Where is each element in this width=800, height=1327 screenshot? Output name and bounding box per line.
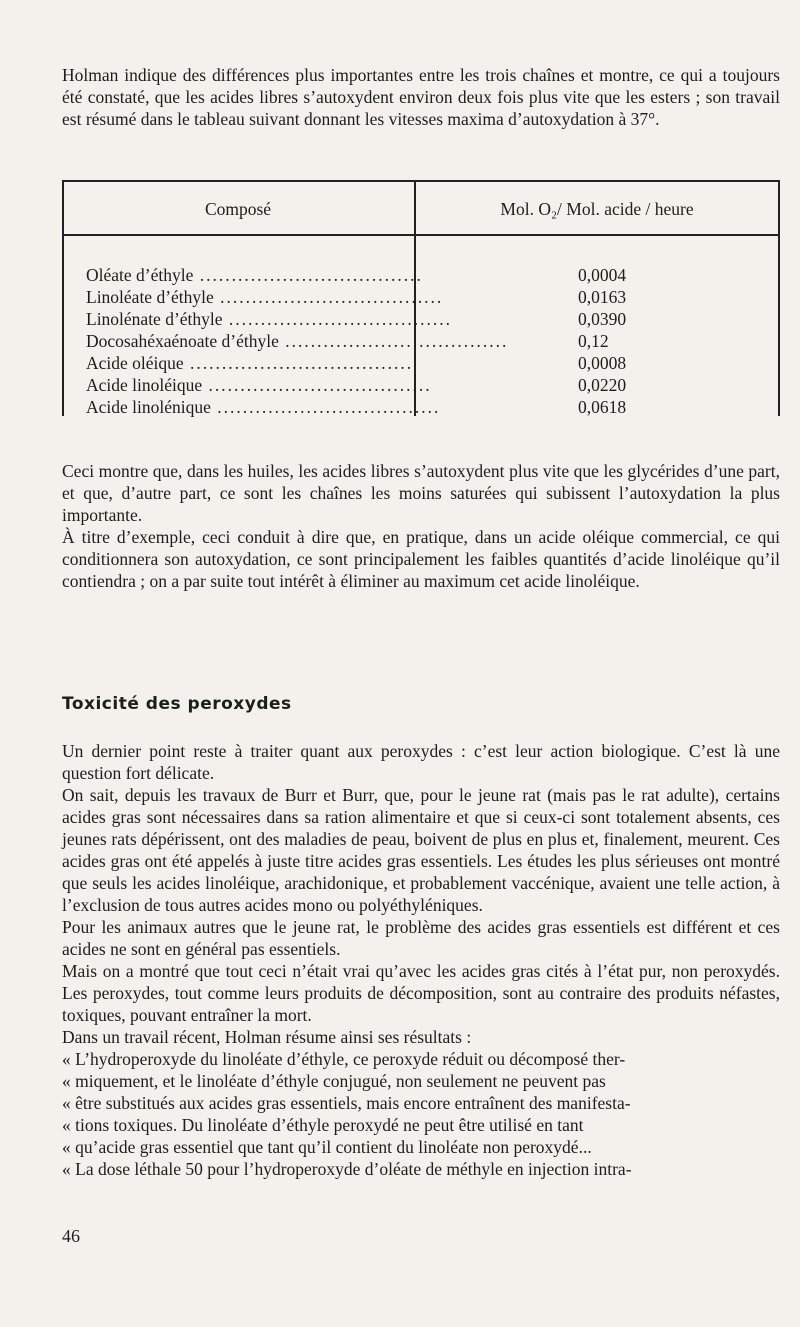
toxicity-paragraph-4: Mais on a montré que tout ceci n’était vrai qu’avec les acides gras cités à l’état pur, non peroxydés. Les peroxydes, tout comme leurs produits de décomposition, sont au contraire des produits néfastes, toxiques, pouvant entraîner la mort. [62,961,780,1025]
table-row-value: 0,12 [578,331,609,351]
intro-text: Holman indique des différences plus importantes entre les trois chaînes et montre, ce qui a toujours été constaté, que les acides libres s’autoxydent environ deux fois plus vite que les esters ; son travail est résumé dans le tableau suivant donnant les vitesses maxima d’autoxydation à 37°. [62,65,780,129]
toxicity-section [62,740,780,1180]
table-row-value: 0,0008 [578,353,627,373]
table-row-value: 0,0004 [578,265,627,285]
table-row-value: 0,0390 [578,309,627,329]
page-number: 46 [62,1226,80,1246]
conclusion-paragraph-2: À titre d’exemple, ceci conduit à dire que, en pratique, dans un acide oléique commercial, ce qui conditionnera son autoxydation, ce sont principalement les faibles quantités d’acide linoléique qu’il contiendra ; on a par suite tout intérêt à éliminer au maximum cet acide linoléique. [62,527,780,591]
autoxidation-rate-table [62,180,780,416]
toxicity-paragraph-2: On sait, depuis les travaux de Burr et Burr, que, pour le jeune rat (mais pas le rat adulte), certains acides gras sont nécessaires dans sa ration alimentaire et que si ceux-ci sont totalement absents, ces jeunes rats dépérissent, ont des maladies de peau, boivent de plus en plus et, finalement, meurent. Ces acides gras ont été appelés à juste titre acides gras essentiels. Les études les plus sérieuses ont montré que seuls les acides linoléique, arachidonique, et probablement vaccénique, avaient une telle action, à l’exclusion de tous autres acides mono ou polyéthyléniques. [62,785,780,915]
conclusion-paragraph-1: Ceci montre que, dans les huiles, les acides libres s’autoxydent plus vite que les glycérides d’une part, et que, d’autre part, ce sont les chaînes les moins saturées qui subissent l’autoxydation la plus importante. [62,461,780,525]
toxicity-paragraph-1: Un dernier point reste à traiter quant aux peroxydes : c’est leur action biologique. C’est là une question fort délicate. [62,741,780,783]
quote-line: « tions toxiques. Du linoléate d’éthyle peroxydé ne peut être utilisé en tant [62,1115,584,1135]
table-row-name: Acide oléique ................................... [86,353,414,373]
intro-paragraph [62,64,780,130]
table-top-rule [62,180,780,182]
table-row-name: Acide linolénique ................................... [86,397,441,417]
table-row-name: Docosahéxaénoate d’éthyle ................................... [86,331,509,351]
table-row-name: Oléate d’éthyle ................................... [86,265,423,285]
conclusion-section [62,460,780,592]
toxicity-paragraph-5: Dans un travail récent, Holman résume ainsi ses résultats : [62,1027,472,1047]
header-rate: Mol. O₂/ Mol. acide / heure [500,199,694,219]
header-compose: Composé [204,199,272,219]
table-row-value: 0,0163 [578,287,627,307]
table-right-rule [778,180,780,416]
section-heading: Toxicité des peroxydes [62,694,292,714]
table-row-name: Acide linoléique ................................... [86,375,432,395]
table-row-name: Linoléate d’éthyle ................................... [86,287,444,307]
quote-line: « qu’acide gras essentiel que tant qu’il contient du linoléate non peroxydé... [62,1137,592,1157]
toxicity-paragraph-3: Pour les animaux autres que le jeune rat, le problème des acides gras essentiels est différent et ces acides ne sont en général pas essentiels. [62,917,780,959]
quote-line: « être substitués aux acides gras essentiels, mais encore entraînent des manifesta- [62,1093,631,1113]
table-header-rule [62,234,780,236]
quote-line: « L’hydroperoxyde du linoléate d’éthyle, ce peroxyde réduit ou décomposé ther- [62,1049,626,1069]
quote-line: « La dose léthale 50 pour l’hydroperoxyde d’oléate de méthyle en injection intra- [62,1159,632,1179]
table-row-value: 0,0618 [578,397,627,417]
quote-line: « miquement, et le linoléate d’éthyle conjugué, non seulement ne peuvent pas [62,1071,606,1091]
table-row-value: 0,0220 [578,375,627,395]
table-row-name: Linolénate d’éthyle ................................... [86,309,453,329]
